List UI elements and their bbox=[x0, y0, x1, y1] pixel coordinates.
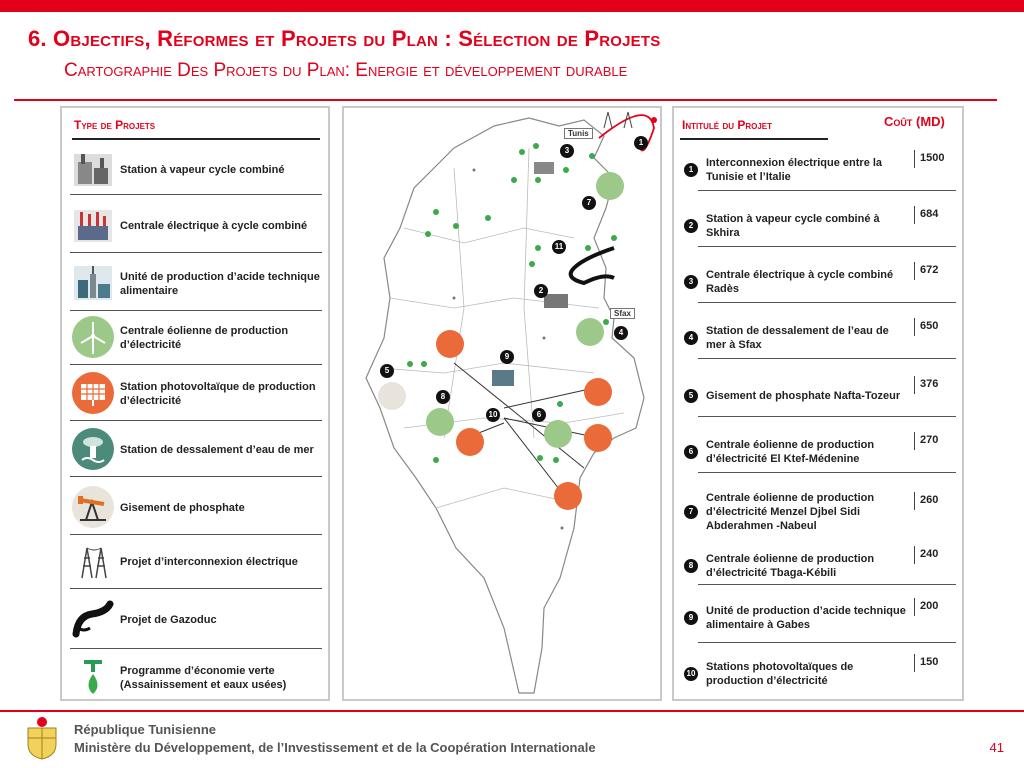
project-divider bbox=[698, 358, 956, 359]
project-number: 5 bbox=[684, 389, 698, 403]
project-cost: 1500 bbox=[920, 152, 945, 164]
project-cost: 240 bbox=[920, 548, 939, 560]
projects-heading: Intitulé du Projet bbox=[682, 118, 773, 132]
cost-divider bbox=[914, 492, 915, 510]
map-marker: 11 bbox=[552, 240, 566, 254]
map-marker: 3 bbox=[560, 144, 574, 158]
solar-panel-icon bbox=[584, 378, 612, 406]
legend-label: Centrale électrique à cycle combiné bbox=[120, 220, 308, 232]
wind-turbine-icon bbox=[72, 316, 114, 358]
legend-item bbox=[70, 426, 322, 474]
project-row bbox=[680, 200, 960, 252]
solar-panel-icon bbox=[436, 330, 464, 358]
project-divider bbox=[698, 642, 956, 643]
project-row bbox=[680, 256, 960, 308]
project-label: Gisement de phosphate Nafta-Tozeur bbox=[706, 390, 901, 402]
footer-republic: République Tunisienne bbox=[74, 722, 217, 737]
project-row bbox=[680, 482, 960, 542]
project-number: 4 bbox=[684, 331, 698, 345]
legend-label: Centrale éolienne de production d’électricité bbox=[120, 325, 289, 351]
legend-label: Station photovoltaïque de production d’électricité bbox=[120, 381, 316, 407]
page-subtitle: Cartographie Des Projets du Plan: Energie et développement durable bbox=[64, 60, 628, 81]
wind-turbine-icon bbox=[596, 172, 624, 200]
project-cost: 672 bbox=[920, 264, 939, 276]
legend-panel bbox=[60, 106, 330, 701]
pumpjack-icon bbox=[72, 486, 114, 528]
map-marker: 1 bbox=[634, 136, 648, 150]
legend-item bbox=[70, 260, 322, 308]
project-number: 10 bbox=[684, 667, 698, 681]
project-number: 7 bbox=[684, 505, 698, 519]
legend-item bbox=[70, 538, 322, 586]
project-row bbox=[680, 312, 960, 364]
solar-panel-icon bbox=[554, 482, 582, 510]
legend-item bbox=[70, 654, 322, 702]
legend-item bbox=[70, 484, 322, 532]
page-number: 41 bbox=[989, 740, 1004, 755]
legend-divider bbox=[70, 534, 322, 535]
project-label: Station à vapeur cycle combiné à Skhira bbox=[706, 213, 880, 239]
project-row bbox=[680, 144, 960, 196]
project-cost: 200 bbox=[920, 600, 939, 612]
legend-label: Station de dessalement d’eau de mer bbox=[120, 444, 314, 456]
legend-heading-rule bbox=[72, 138, 320, 140]
project-label: Stations photovoltaïques de production d’électricité bbox=[706, 661, 854, 687]
wind-turbine-icon bbox=[426, 408, 454, 436]
project-label: Centrale éolienne de production d’électricité Menzel Djbel Sidi Abderahmen -Nabeul bbox=[706, 492, 875, 532]
cost-divider bbox=[914, 318, 915, 336]
project-cost: 650 bbox=[920, 320, 939, 332]
project-row bbox=[680, 648, 960, 700]
legend-divider bbox=[70, 364, 322, 365]
project-divider bbox=[698, 246, 956, 247]
city-label-tunis: Tunis bbox=[564, 128, 593, 139]
legend-item bbox=[70, 370, 322, 418]
project-label: Unité de production d’acide technique alimentaire à Gabes bbox=[706, 605, 906, 631]
legend-divider bbox=[70, 588, 322, 589]
legend-divider bbox=[70, 476, 322, 477]
legend-label: Gisement de phosphate bbox=[120, 502, 245, 514]
legend-divider bbox=[70, 194, 322, 195]
cost-divider bbox=[914, 150, 915, 168]
project-row bbox=[680, 592, 960, 644]
project-number: 3 bbox=[684, 275, 698, 289]
pylon-icon bbox=[72, 540, 114, 582]
page-title: 6. Objectifs, Réformes et Projets du Plan : Sélection de Projets bbox=[28, 26, 661, 51]
map-panel bbox=[342, 106, 662, 701]
tunisia-map bbox=[344, 108, 660, 699]
legend-label: Unité de production d’acide technique alimentaire bbox=[120, 271, 320, 297]
projects-heading-rule bbox=[680, 138, 828, 140]
map-marker: 8 bbox=[436, 390, 450, 404]
project-cost: 684 bbox=[920, 208, 939, 220]
legend-label: Station à vapeur cycle combiné bbox=[120, 164, 285, 176]
project-number: 2 bbox=[684, 219, 698, 233]
legend-label: Projet d’interconnexion électrique bbox=[120, 556, 298, 568]
project-divider bbox=[698, 190, 956, 191]
project-row bbox=[680, 370, 960, 422]
map-marker: 10 bbox=[486, 408, 500, 422]
cost-divider bbox=[914, 654, 915, 672]
cost-divider bbox=[914, 376, 915, 394]
project-number: 8 bbox=[684, 559, 698, 573]
project-row bbox=[680, 426, 960, 478]
map-marker: 7 bbox=[582, 196, 596, 210]
projects-panel bbox=[672, 106, 964, 701]
legend-item bbox=[70, 146, 322, 194]
legend-heading: Type de Projets bbox=[74, 118, 156, 132]
project-label: Centrale électrique à cycle combiné Radès bbox=[706, 269, 894, 295]
project-cost: 260 bbox=[920, 494, 939, 506]
top-bar bbox=[0, 0, 1024, 12]
solar-panel-icon bbox=[456, 428, 484, 456]
project-label: Station de dessalement de l’eau de mer à Sfax bbox=[706, 325, 889, 351]
solar-panel-icon bbox=[72, 372, 114, 414]
project-divider bbox=[698, 302, 956, 303]
legend-divider bbox=[70, 648, 322, 649]
legend-label: Programme d’économie verte (Assainissement et eaux usées) bbox=[120, 665, 287, 691]
factory-icon bbox=[72, 204, 114, 246]
project-divider bbox=[698, 472, 956, 473]
legend-item bbox=[70, 202, 322, 250]
water-drop-icon bbox=[72, 656, 114, 698]
legend-label: Projet de Gazoduc bbox=[120, 614, 217, 626]
cost-divider bbox=[914, 262, 915, 280]
coat-of-arms-icon bbox=[24, 716, 60, 760]
map-marker: 6 bbox=[532, 408, 546, 422]
cost-divider bbox=[914, 432, 915, 450]
footer-ministry: Ministère du Développement, de l’Investissement et de la Coopération Internationale bbox=[74, 740, 596, 755]
project-label: Centrale éolienne de production d’électricité Tbaga-Kébili bbox=[706, 553, 875, 579]
legend-divider bbox=[70, 420, 322, 421]
pipeline-icon bbox=[72, 598, 114, 640]
project-row bbox=[680, 540, 960, 592]
chemical-plant-icon bbox=[72, 262, 114, 304]
map-marker: 9 bbox=[500, 350, 514, 364]
project-number: 9 bbox=[684, 611, 698, 625]
cost-divider bbox=[914, 598, 915, 616]
city-label-sfax: Sfax bbox=[610, 308, 635, 319]
project-cost: 150 bbox=[920, 656, 939, 668]
legend-item bbox=[70, 596, 322, 644]
project-number: 6 bbox=[684, 445, 698, 459]
solar-panel-icon bbox=[584, 424, 612, 452]
footer-divider bbox=[0, 710, 1024, 712]
legend-item bbox=[70, 314, 322, 362]
cost-divider bbox=[914, 546, 915, 564]
legend-divider bbox=[70, 310, 322, 311]
project-cost: 270 bbox=[920, 434, 939, 446]
pumpjack-icon bbox=[378, 382, 406, 410]
wind-turbine-icon bbox=[544, 420, 572, 448]
map-marker: 4 bbox=[614, 326, 628, 340]
project-cost: 376 bbox=[920, 378, 939, 390]
cost-divider bbox=[914, 206, 915, 224]
map-marker: 5 bbox=[380, 364, 394, 378]
project-number: 1 bbox=[684, 163, 698, 177]
desalination-icon bbox=[72, 428, 114, 470]
project-divider bbox=[698, 416, 956, 417]
power-plant-icon bbox=[72, 148, 114, 190]
wind-turbine-icon bbox=[576, 318, 604, 346]
legend-divider bbox=[70, 252, 322, 253]
project-label: Interconnexion électrique entre la Tunisie et l’Italie bbox=[706, 157, 883, 183]
map-marker: 2 bbox=[534, 284, 548, 298]
cost-heading: Coût (MD) bbox=[884, 114, 945, 129]
title-divider bbox=[14, 99, 997, 101]
project-label: Centrale éolienne de production d’électricité El Ktef-Médenine bbox=[706, 439, 875, 465]
